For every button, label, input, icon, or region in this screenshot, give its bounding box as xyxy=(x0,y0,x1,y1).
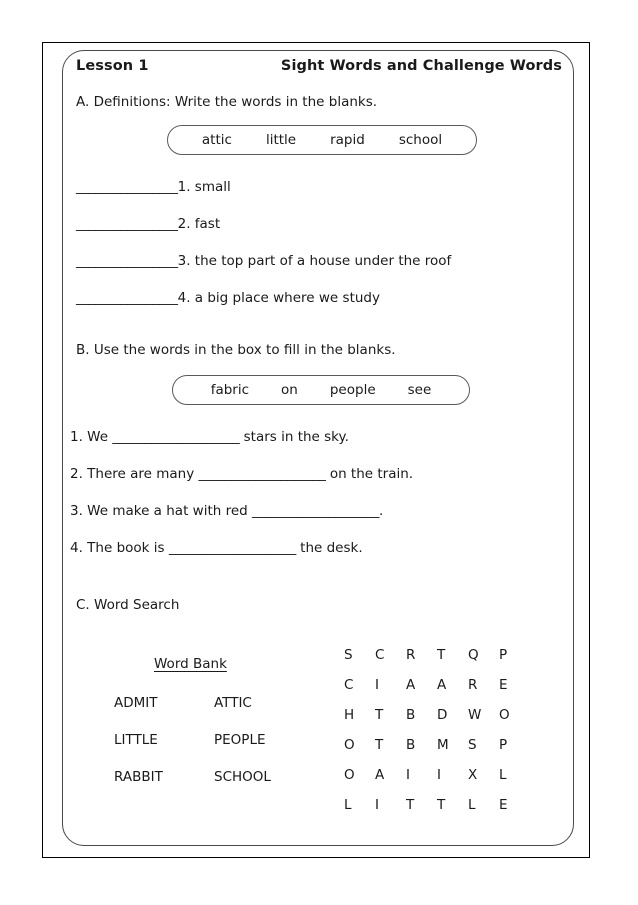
fill-blank-sentence xyxy=(70,466,413,482)
fill-blank-sentence xyxy=(70,540,363,556)
word-search-cell[interactable]: R xyxy=(406,647,416,663)
word-search-cell[interactable]: D xyxy=(437,707,448,723)
word-search-cell[interactable]: O xyxy=(344,737,355,753)
answer-blank[interactable]: ____________________ xyxy=(252,503,380,519)
word-box-b-word-0: fabric xyxy=(210,382,250,398)
worksheet-title: Sight Words and Challenge Words xyxy=(280,58,562,74)
word-search-cell[interactable]: T xyxy=(375,707,384,723)
word-search-cell[interactable]: L xyxy=(499,767,507,783)
word-search-cell[interactable]: M xyxy=(437,737,449,753)
word-box-a-word-3: school xyxy=(398,132,443,148)
word-search-cell[interactable]: P xyxy=(499,737,508,753)
definition-item xyxy=(76,179,231,195)
worksheet-page xyxy=(62,50,574,846)
word-box-a-word-2: rapid xyxy=(330,132,365,148)
word-search-grid xyxy=(344,647,530,813)
lesson-label: Lesson 1 xyxy=(76,58,149,74)
word-search-cell[interactable]: H xyxy=(344,707,355,723)
fill-blank-sentence xyxy=(70,429,349,445)
word-search-cell[interactable]: B xyxy=(406,737,416,753)
word-search-cell[interactable]: S xyxy=(468,737,477,753)
word-bank-item: RABBIT xyxy=(114,769,163,785)
answer-blank[interactable]: ________________ xyxy=(76,290,178,306)
answer-blank[interactable]: ____________________ xyxy=(198,466,326,482)
sentence-before: 4. The book is xyxy=(70,540,169,556)
word-search-cell[interactable]: T xyxy=(375,737,384,753)
word-search-cell[interactable]: C xyxy=(344,677,354,693)
word-bank-item: SCHOOL xyxy=(214,769,271,785)
word-search-cell[interactable]: I xyxy=(437,767,441,783)
word-box-a-word-1: little xyxy=(265,132,297,148)
sentence-after: . xyxy=(379,503,384,519)
word-bank-item: PEOPLE xyxy=(214,732,266,748)
answer-blank[interactable]: ________________ xyxy=(76,216,178,232)
word-search-cell[interactable]: E xyxy=(499,797,508,813)
word-search-cell[interactable]: E xyxy=(499,677,508,693)
definition-item xyxy=(76,290,380,306)
word-search-cell[interactable]: O xyxy=(344,767,355,783)
section-c-instruction: C. Word Search xyxy=(76,597,180,613)
word-box-b-word-3: see xyxy=(407,382,432,398)
word-search-cell[interactable]: L xyxy=(344,797,352,813)
word-search-cell[interactable]: Q xyxy=(468,647,479,663)
word-search-cell[interactable]: I xyxy=(406,767,410,783)
sentence-before: 1. We xyxy=(70,429,113,445)
word-search-cell[interactable]: A xyxy=(375,767,385,783)
answer-blank[interactable]: ____________________ xyxy=(168,540,296,556)
word-search-cell[interactable]: X xyxy=(468,767,478,783)
worksheet-header xyxy=(76,58,562,74)
definition-text: 2. fast xyxy=(177,216,221,232)
word-search-cell[interactable]: O xyxy=(499,707,510,723)
word-search-cell[interactable]: R xyxy=(468,677,478,693)
fill-blank-sentence xyxy=(70,503,383,519)
word-box-b-word-1: on xyxy=(281,382,298,398)
word-search-cell[interactable]: I xyxy=(375,797,379,813)
word-bank-item: ADMIT xyxy=(114,695,158,711)
definition-text: 3. the top part of a house under the roof xyxy=(177,253,452,269)
answer-blank[interactable]: ____________________ xyxy=(112,429,240,445)
answer-blank[interactable]: ________________ xyxy=(76,253,178,269)
word-search-cell[interactable]: P xyxy=(499,647,508,663)
definition-item xyxy=(76,216,220,232)
word-search-cell[interactable]: L xyxy=(468,797,476,813)
answer-blank[interactable]: ________________ xyxy=(76,179,178,195)
sentence-before: 3. We make a hat with red xyxy=(70,503,253,519)
word-bank-item: LITTLE xyxy=(114,732,158,748)
word-search-cell[interactable]: S xyxy=(344,647,353,663)
section-a-instruction: A. Definitions: Write the words in the blanks. xyxy=(76,94,378,110)
definition-text: 4. a big place where we study xyxy=(177,290,380,306)
word-bank-title: Word Bank xyxy=(154,656,227,672)
word-search-cell[interactable]: C xyxy=(375,647,385,663)
word-search-cell[interactable]: I xyxy=(375,677,379,693)
word-box-a-word-0: attic xyxy=(201,132,232,148)
word-search-cell[interactable]: W xyxy=(468,707,482,723)
section-b-word-box xyxy=(172,375,470,405)
sentence-after: the desk. xyxy=(295,540,363,556)
word-search-cell[interactable]: T xyxy=(437,797,446,813)
word-box-b-word-2: people xyxy=(329,382,376,398)
word-bank-item: ATTIC xyxy=(214,695,252,711)
section-a-word-box xyxy=(167,125,477,155)
word-bank-list xyxy=(114,695,271,785)
sentence-before: 2. There are many xyxy=(70,466,199,482)
section-b-instruction: B. Use the words in the box to fill in the blanks. xyxy=(76,342,396,358)
word-search-cell[interactable]: A xyxy=(406,677,416,693)
definition-text: 1. small xyxy=(177,179,231,195)
word-search-cell[interactable]: A xyxy=(437,677,447,693)
definition-item xyxy=(76,253,451,269)
sentence-after: on the train. xyxy=(325,466,414,482)
sentence-after: stars in the sky. xyxy=(239,429,349,445)
word-search-cell[interactable]: T xyxy=(437,647,446,663)
word-search-cell[interactable]: B xyxy=(406,707,416,723)
word-search-cell[interactable]: T xyxy=(406,797,415,813)
